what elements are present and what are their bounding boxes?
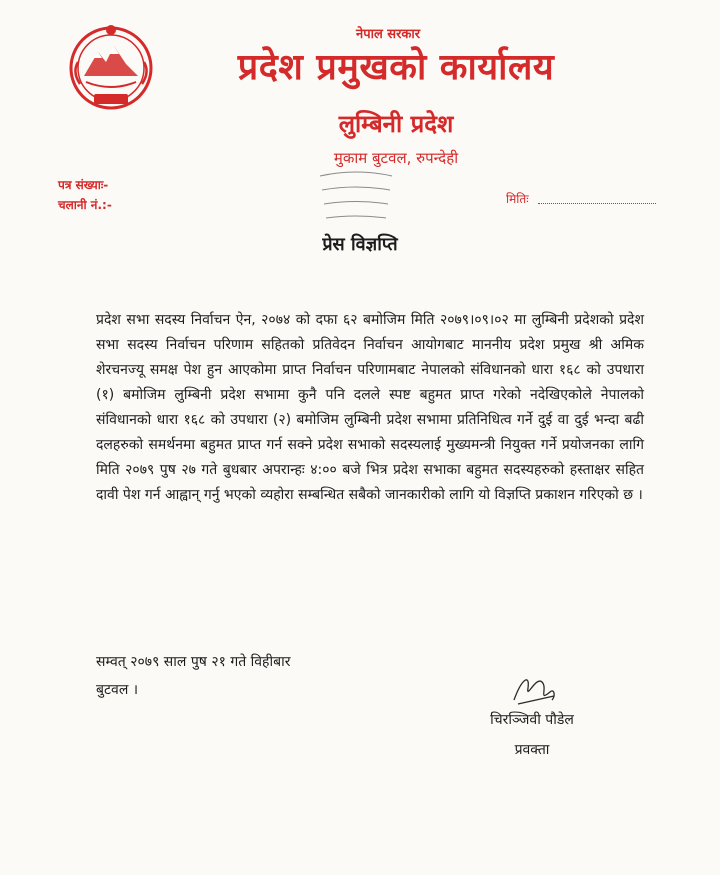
issue-date: सम्वत् २०७९ साल पुष २१ गते विहीबार [96,654,291,670]
body-paragraph: प्रदेश सभा सदस्य निर्वाचन ऐन, २०७४ को दफा ६२ बमोजिम मिति २०७९।०९।०२ मा लुम्बिनी प्रदेशको प्रदेश सभा सदस्य निर्वाचन परिणाम सहितको प्रतिवेदन निर्वाचन आयोगबाट माननीय प्रदेश प्रमुख श्री अमिक शेरचनज्यू समक्ष पेश हुन आएकोमा प्राप्त निर्वाचन परिणामबाट नेपालको संविधानको धारा १६८ को उपधारा (१) बमोजिम लुम्बिनी प्रदेश सभामा कुनै पनि दलले स्पष्ट बहुमत प्राप्त गरेको नदेखिएकोले नेपालको संविधानको धारा १६८ को उपधारा (२) बमोजिम लुम्बिनी प्रदेश सभामा प्रतिनिधित्व गर्ने दुई वा दुई भन्दा बढी दलहरुको समर्थनमा बहुमत प्राप्त गर्न सक्ने प्रदेश सभाको सदस्यलाई मुख्यमन्त्री नियुक्त गर्ने प्रयोजनका लागि मिति २०७९ पुष २७ गते बुधबार अपरान्हः ४:०० बजे भित्र प्रदेश सभाका बहुमत सदस्यहरुको हस्ताक्षर सहित दावी पेश गर्न आह्वान् गर्नु भएको व्यहोरा सम्बन्धित सबैको जानकारीको लागि यो विज्ञप्ति प्रकाशन गरिएको छ । [96,312,644,503]
dispatch-number-label: चलानी नं.:- [58,198,112,212]
reference-number-label: पत्र संख्याः- [58,178,109,192]
office-location: मुकाम बुटवल, रुपन्देही [333,149,459,167]
signature-icon [508,670,560,710]
date-blank-line [538,190,656,204]
office-stamp-icon [316,166,396,228]
nepal-emblem-icon [66,18,156,114]
signer-name: चिरञ्जिवी पौडेल [490,712,574,728]
signer-role: प्रवक्ता [514,742,550,758]
province-name: लुम्बिनी प्रदेश [338,110,454,138]
document-heading: प्रेस विज्ञप्ति [322,234,398,255]
date-label: मितिः [506,192,529,206]
government-name: नेपाल सरकार [356,27,421,42]
issue-place: बुटवल । [96,682,139,698]
office-title: प्रदेश प्रमुखको कार्यालय [237,47,555,88]
